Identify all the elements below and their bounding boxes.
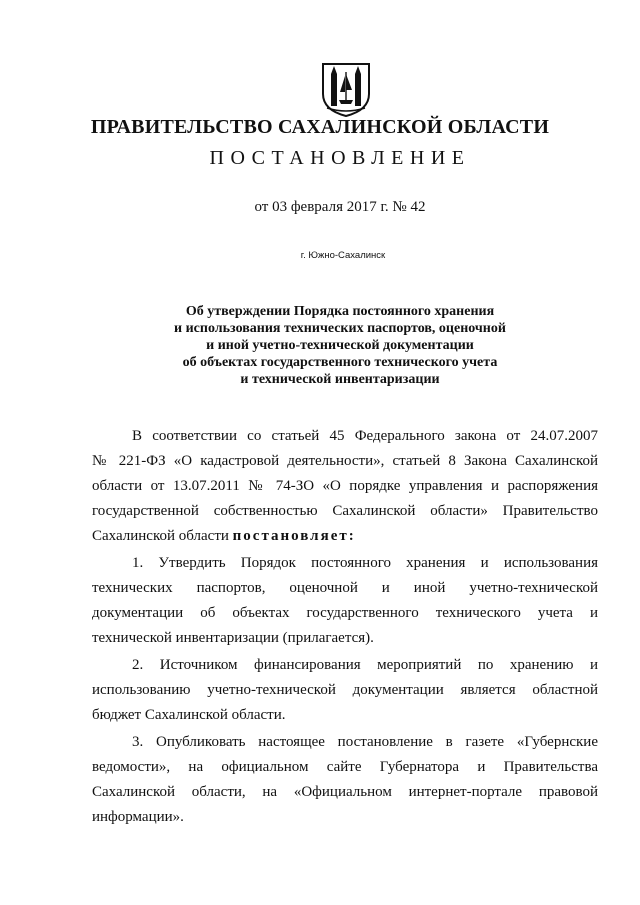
item-paragraph-3 xyxy=(92,730,598,830)
document-date-number: от 03 февраля 2017 г. № 42 xyxy=(254,199,426,215)
item-paragraph-1 xyxy=(92,551,598,651)
coat-of-arms-icon xyxy=(319,60,373,118)
document-subject xyxy=(0,303,640,388)
government-title: ПРАВИТЕЛЬСТВО САХАЛИНСКОЙ ОБЛАСТИ xyxy=(90,116,550,138)
paragraph-line: ведомости», на официальном сайте Губернатора и Правительства xyxy=(92,759,598,775)
document-type: ПОСТАНОВЛЕНИЕ xyxy=(209,147,471,169)
paragraph-line: использованию учетно-технической документации является областной xyxy=(92,682,598,698)
paragraph-line: № 221-ФЗ «О кадастровой деятельности», статьей 8 Закона Сахалинской xyxy=(92,453,598,469)
paragraph-line: бюджет Сахалинской области. xyxy=(92,707,286,723)
paragraph-line: государственной собственностью Сахалинской области» Правительство xyxy=(92,503,598,519)
paragraph-line: информации». xyxy=(92,809,184,825)
paragraph-line: документации об объектах государственного технического учета и xyxy=(92,605,598,621)
subject-line: и использования технических паспортов, оценочной xyxy=(174,321,506,336)
paragraph-line: технических паспортов, оценочной и иной учетно-технической xyxy=(92,580,598,596)
paragraph-line-final xyxy=(92,524,598,549)
paragraph-line: технической инвентаризации (прилагается). xyxy=(92,630,374,646)
decree-word: постановляет: xyxy=(232,528,356,544)
paragraph-line: В соответствии со статьей 45 Федерального закона от 24.07.2007 xyxy=(132,428,598,444)
paragraph-line: 3. Опубликовать настоящее постановление в газете «Губернские xyxy=(132,734,598,750)
paragraph-line: 2. Источником финансирования мероприятий по хранению и xyxy=(132,657,598,673)
document-city: г. Южно-Сахалинск xyxy=(300,250,386,261)
subject-line: Об утверждении Порядка постоянного хранения xyxy=(185,304,495,319)
subject-line: и технической инвентаризации xyxy=(240,372,440,387)
paragraph-line: 1. Утвердить Порядок постоянного хранения и использования xyxy=(132,555,598,571)
paragraph-line: Сахалинской области, на «Официальном интернет-портале правовой xyxy=(92,784,598,800)
subject-line: об объектах государственного технического учета xyxy=(182,355,498,370)
paragraph-line: Сахалинской области xyxy=(92,528,229,544)
item-paragraph-2 xyxy=(92,653,598,728)
document-body xyxy=(92,424,598,832)
subject-line: и иной учетно-технической документации xyxy=(206,338,474,353)
paragraph-line: области от 13.07.2011 № 74-ЗО «О порядке управления и распоряжения xyxy=(92,478,598,494)
preamble-paragraph xyxy=(92,424,598,549)
